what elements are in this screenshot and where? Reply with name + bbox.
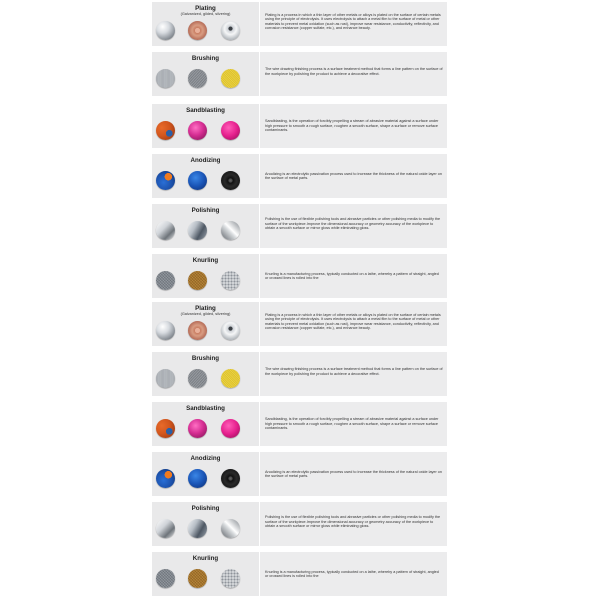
finish-description: Knurling is a manufacturing process, typically conducted on a lathe, whereby a pattern of straight, angled or crossed lines is rolled into the xyxy=(265,569,439,578)
finish-description-cell xyxy=(260,104,447,148)
finish-row xyxy=(152,254,447,298)
finish-title: Sandblasting xyxy=(186,405,225,412)
sample-disc-image xyxy=(156,121,175,140)
sample-disc-image xyxy=(188,321,207,340)
finish-description-cell xyxy=(260,502,447,546)
finish-subtitle: (Galvanized, gilded, silvering) xyxy=(180,12,231,16)
finish-description: Plating is a process in which a thin layer of other metals or alloys is plated on the surface of certain metals using the principle of electrolysis. It uses electrolysis to attach a metal film to the surface of metal or other materials to prevent metal oxidation (such as rust), improve wear resistance, conductivity, reflectivity, and corrosion resistance (copper sulfate, etc.), and enhance beauty. xyxy=(265,12,441,31)
sample-disc-image xyxy=(188,69,207,88)
sample-disc-image xyxy=(188,519,207,538)
sample-disc-image xyxy=(156,271,175,290)
sample-disc-image xyxy=(188,569,207,588)
finish-description-cell xyxy=(260,204,447,248)
finish-description: The wire drawing finishing process is a surface treatment method that forms a line pattern on the surface of the workpiece by polishing the product to achieve a decorative effect. xyxy=(265,67,443,76)
sample-disc-image xyxy=(188,221,207,240)
sample-disc-image xyxy=(188,21,207,40)
sample-disc-image xyxy=(188,469,207,488)
sample-disc-image xyxy=(221,121,240,140)
finish-description: The wire drawing finishing process is a surface treatment method that forms a line pattern on the surface of the workpiece by polishing the product to achieve a decorative effect. xyxy=(265,367,443,376)
finish-sample-cell xyxy=(152,302,259,346)
sample-disc-image xyxy=(156,419,175,438)
finish-description-cell xyxy=(260,52,447,96)
sample-disc-image xyxy=(156,171,175,190)
finish-description: Knurling is a manufacturing process, typically conducted on a lathe, whereby a pattern of straight, angled or crossed lines is rolled into the xyxy=(265,271,439,280)
finish-description: Anodizing is an electrolytic passivation process used to increase the thickness of the natural oxide layer on the surface of metal parts. xyxy=(265,469,442,478)
finish-row xyxy=(152,502,447,546)
finish-description-cell xyxy=(260,552,447,596)
sample-disc-image xyxy=(156,221,175,240)
finish-sample-cell xyxy=(152,104,259,148)
finish-sample-cell xyxy=(152,254,259,298)
finish-description: Sandblasting, is the operation of forcibly propelling a stream of abrasive material against a surface under high pressure to smooth a rough surface, roughen a smooth surface, shape a surface or remove surface contaminants. xyxy=(265,417,439,431)
sample-disc-image xyxy=(221,369,240,388)
finish-row xyxy=(152,552,447,596)
sample-disc-image xyxy=(221,21,240,40)
finish-title: Anodizing xyxy=(190,157,221,164)
finish-row xyxy=(152,204,447,248)
sample-disc-image xyxy=(156,369,175,388)
finish-title: Sandblasting xyxy=(186,107,225,114)
sample-disc-image xyxy=(188,369,207,388)
finish-row xyxy=(152,302,447,346)
finish-description: Polishing is the use of flexible polishing tools and abrasive particles or other polishing media to modify the surface of the workpiece.Improve the dimensional accuracy or geometry accuracy of the workpiece to obtain a smooth surface or mirror gloss while eliminating gloss. xyxy=(265,515,441,528)
finish-description: Anodizing is an electrolytic passivation process used to increase the thickness of the natural oxide layer on the surface of metal parts. xyxy=(265,171,442,180)
sample-disc-image xyxy=(156,321,175,340)
finish-title: Brushing xyxy=(191,55,220,62)
finish-title: Knurling xyxy=(192,257,219,264)
sample-disc-image xyxy=(156,519,175,538)
finish-description-cell xyxy=(260,154,447,198)
finish-row xyxy=(152,104,447,148)
finish-row xyxy=(152,52,447,96)
sample-disc-image xyxy=(221,419,240,438)
sample-disc-image xyxy=(221,221,240,240)
finish-description-cell xyxy=(260,302,447,346)
finish-sample-cell xyxy=(152,204,259,248)
sample-disc-image xyxy=(221,519,240,538)
sample-disc-image xyxy=(156,21,175,40)
sample-disc-image xyxy=(221,469,240,488)
finish-title: Knurling xyxy=(192,555,219,562)
sample-disc-image xyxy=(221,171,240,190)
finish-description-cell xyxy=(260,254,447,298)
finish-title: Polishing xyxy=(191,207,220,214)
finish-sample-cell xyxy=(152,452,259,496)
sample-disc-image xyxy=(156,469,175,488)
finish-description-cell xyxy=(260,402,447,446)
sample-disc-image xyxy=(188,171,207,190)
sample-disc-image xyxy=(188,419,207,438)
finish-title: Anodizing xyxy=(190,455,221,462)
finish-description: Sandblasting, is the operation of forcibly propelling a stream of abrasive material against a surface under high pressure to smooth a rough surface, roughen a smooth surface, shape a surface or remove surface contaminants. xyxy=(265,119,439,133)
finish-description: Plating is a process in which a thin layer of other metals or alloys is plated on the surface of certain metals using the principle of electrolysis. It uses electrolysis to attach a metal film to the surface of metal or other materials to prevent metal oxidation (such as rust), improve wear resistance, conductivity, reflectivity, and corrosion resistance (copper sulfate, etc.), and enhance beauty. xyxy=(265,312,441,331)
finish-sample-cell xyxy=(152,52,259,96)
sample-disc-image xyxy=(221,271,240,290)
sample-disc-image xyxy=(221,69,240,88)
finish-row xyxy=(152,154,447,198)
sample-disc-image xyxy=(221,321,240,340)
finish-row xyxy=(152,2,447,46)
finish-sample-cell xyxy=(152,552,259,596)
finish-title: Polishing xyxy=(191,505,220,512)
sample-disc-image xyxy=(188,271,207,290)
sample-disc-image xyxy=(188,121,207,140)
finish-sample-cell xyxy=(152,352,259,396)
sample-disc-image xyxy=(221,569,240,588)
finish-sample-cell xyxy=(152,2,259,46)
sample-disc-image xyxy=(156,569,175,588)
finish-row xyxy=(152,452,447,496)
finish-sample-cell xyxy=(152,402,259,446)
finish-title: Brushing xyxy=(191,355,220,362)
finish-sample-cell xyxy=(152,154,259,198)
finish-sample-cell xyxy=(152,502,259,546)
finish-title: Plating xyxy=(195,305,216,312)
finish-description-cell xyxy=(260,452,447,496)
sample-disc-image xyxy=(156,69,175,88)
finish-row xyxy=(152,402,447,446)
finish-subtitle: (Galvanized, gilded, silvering) xyxy=(180,312,231,316)
finish-description: Polishing is the use of flexible polishing tools and abrasive particles or other polishing media to modify the surface of the workpiece.Improve the dimensional accuracy or geometry accuracy of the workpiece to obtain a smooth surface or mirror gloss while eliminating gloss. xyxy=(265,217,441,230)
finish-title: Plating xyxy=(195,5,216,12)
finish-description-cell xyxy=(260,2,447,46)
finish-description-cell xyxy=(260,352,447,396)
finish-row xyxy=(152,352,447,396)
